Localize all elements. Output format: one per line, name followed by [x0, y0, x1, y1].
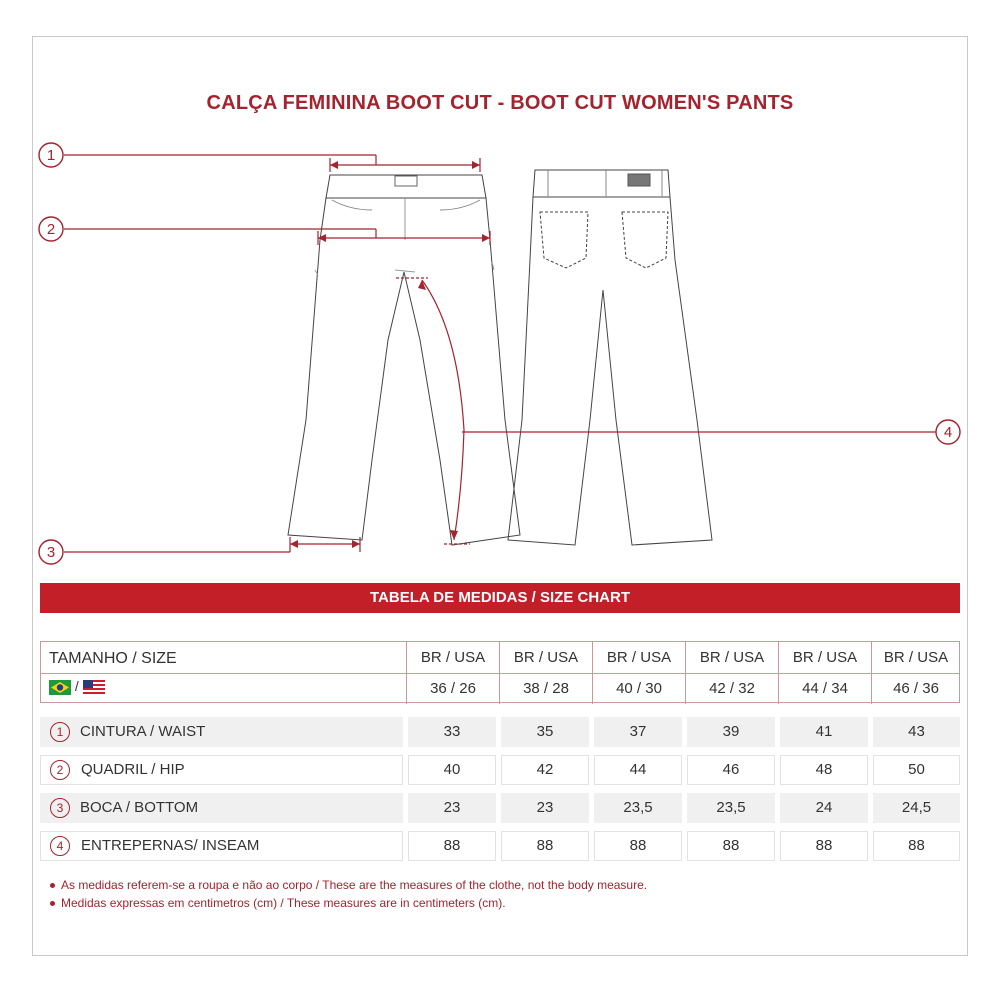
- table-cell: 88: [687, 831, 775, 861]
- table-cell: 33: [408, 717, 496, 747]
- brazil-flag-icon: [49, 680, 71, 695]
- row-label: QUADRIL / HIP: [81, 761, 185, 778]
- size-value: 44 / 34: [802, 680, 848, 697]
- table-cell: 41: [780, 717, 868, 747]
- flag-separator: /: [74, 678, 79, 694]
- table-cell: 88: [501, 831, 589, 861]
- table-cell: 23,5: [687, 793, 775, 823]
- row-label: BOCA / BOTTOM: [80, 799, 199, 816]
- front-pants-drawing: [288, 175, 520, 545]
- usa-flag-icon: [83, 680, 105, 695]
- col-header: BR / USA: [883, 649, 949, 666]
- table-row-waist: [40, 717, 960, 747]
- note-text: As medidas referem-se a roupa e não ao corpo / These are the measures of the clothe, not the body measure.: [61, 878, 648, 892]
- row-label: CINTURA / WAIST: [80, 723, 206, 740]
- table-cell: 39: [687, 717, 775, 747]
- col-header: BR / USA: [420, 649, 486, 666]
- row-number: 1: [50, 722, 70, 742]
- table-cell: 43: [873, 717, 960, 747]
- note-text: Medidas expressas em centimetros (cm) / These measures are in centimeters (cm).: [61, 896, 506, 910]
- table-row-inseam: [40, 831, 960, 861]
- svg-text:3: 3: [46, 544, 56, 561]
- table-cell: 24,5: [873, 793, 960, 823]
- table-cell: 44: [594, 755, 682, 785]
- col-header: BR / USA: [792, 649, 858, 666]
- table-cell: 23: [501, 793, 589, 823]
- table-cell: 50: [873, 755, 960, 785]
- size-header-table: [40, 641, 960, 703]
- page-title: CALÇA FEMININA BOOT CUT - BOOT CUT WOMEN'S PANTS: [206, 92, 794, 114]
- col-header: BR / USA: [513, 649, 579, 666]
- table-cell: 46: [687, 755, 775, 785]
- callout-4: [936, 420, 960, 444]
- col-header: BR / USA: [699, 649, 765, 666]
- size-value: 42 / 32: [709, 680, 755, 697]
- col-header: BR / USA: [606, 649, 672, 666]
- table-cell: 88: [408, 831, 496, 861]
- svg-text:4: 4: [943, 424, 953, 441]
- bullet-icon: [50, 901, 55, 906]
- table-cell: 88: [594, 831, 682, 861]
- table-cell: 23: [408, 793, 496, 823]
- table-cell: 37: [594, 717, 682, 747]
- table-cell: 48: [780, 755, 868, 785]
- table-cell: 42: [501, 755, 589, 785]
- table-cell: 40: [408, 755, 496, 785]
- flags: [49, 678, 105, 695]
- callout-1: [39, 143, 63, 167]
- size-label: TAMANHO / SIZE: [49, 650, 177, 667]
- row-number: 2: [50, 760, 70, 780]
- size-chart-banner: TABELA DE MEDIDAS / SIZE CHART: [40, 583, 960, 613]
- size-value: 38 / 28: [523, 680, 569, 697]
- row-number: 3: [50, 798, 70, 818]
- table-row-hip: [40, 755, 960, 785]
- callout-2: [39, 217, 63, 241]
- table-cell: 88: [873, 831, 960, 861]
- row-number: 4: [50, 836, 70, 856]
- table-cell: 35: [501, 717, 589, 747]
- callout-3: [39, 540, 63, 564]
- row-label: ENTREPERNAS/ INSEAM: [81, 837, 260, 854]
- bullet-icon: [50, 883, 55, 888]
- table-cell: 24: [780, 793, 868, 823]
- svg-text:2: 2: [46, 221, 56, 238]
- note-1: [50, 878, 647, 892]
- table-cell: 23,5: [594, 793, 682, 823]
- table-cell: 88: [780, 831, 868, 861]
- size-value: 46 / 36: [893, 680, 939, 697]
- svg-text:1: 1: [46, 147, 56, 164]
- back-pants-drawing: [508, 170, 712, 545]
- size-value: 40 / 30: [616, 680, 662, 697]
- table-row-bottom: [40, 793, 960, 823]
- note-2: [50, 896, 506, 910]
- size-value: 36 / 26: [430, 680, 476, 697]
